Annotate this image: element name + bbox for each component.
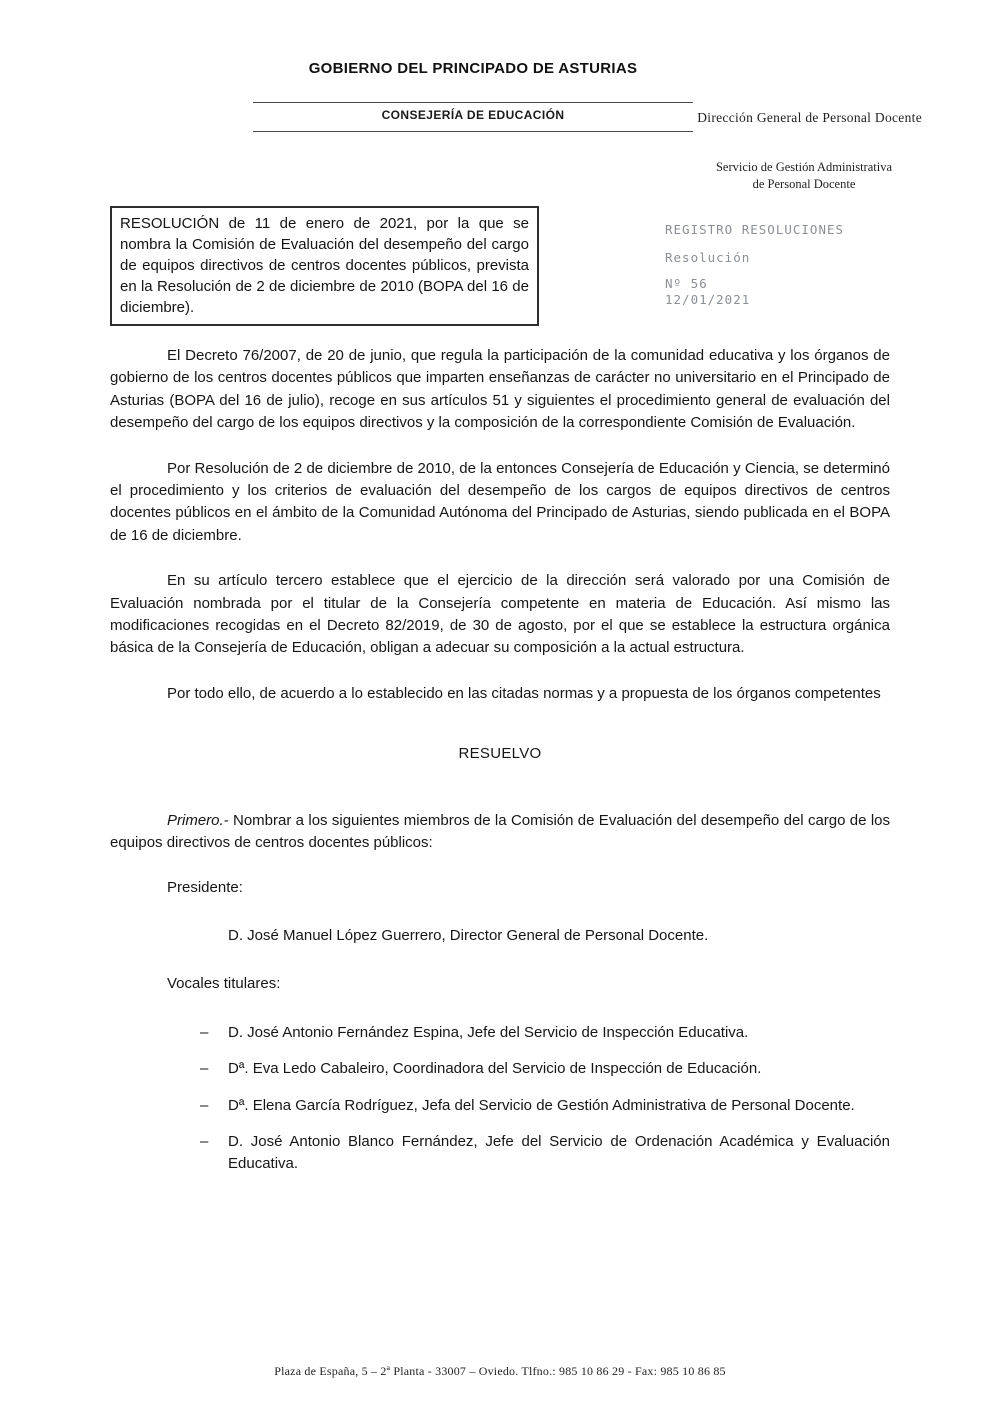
stamp-number: Nº 56	[665, 276, 708, 291]
stamp-doc-type: Resolución	[665, 250, 751, 265]
vocal-text: Dª. Elena García Rodríguez, Jefa del Servicio de Gestión Administrativa de Personal Docente.	[228, 1096, 855, 1114]
document-body	[110, 345, 890, 1190]
service-unit-line2: de Personal Docente	[752, 177, 856, 191]
service-unit-line1: Servicio de Gestión Administrativa	[715, 160, 892, 174]
stamp-registry-title: REGISTRO RESOLUCIONES	[665, 222, 845, 237]
body-paragraph-4: Por todo ello, de acuerdo a lo establecido en las citadas normas y a propuesta de los órganos competentes	[167, 684, 881, 702]
vocal-text: Dª. Eva Ledo Cabaleiro, Coordinadora del Servicio de Inspección de Educación.	[228, 1060, 762, 1078]
footer-address: Plaza de España, 5 – 2ª Planta - 33007 – Oviedo. Tlfno.: 985 10 86 29 - Fax: 985 10 86 85	[274, 1364, 726, 1378]
service-unit-title	[688, 159, 920, 193]
department-title: CONSEJERÍA DE EDUCACIÓN	[381, 108, 565, 122]
body-paragraph-3: En su artículo tercero establece que el ejercicio de la dirección será valorado por una Comisión de Evaluación nombrada por el titular de la Consejería competente en materia de Educación. Así mismo las modificaciones recogidas en el Decreto 82/2019, de 30 de agosto, por el que se establece la estructura orgánica básica de la Consejería de Educación, obligan a adecuar su composición a la actual estructura.	[110, 572, 890, 657]
presidente-entry: D. José Manuel López Guerrero, Director General de Personal Docente.	[228, 926, 709, 944]
primero-paragraph	[110, 810, 890, 855]
primero-text: Nombrar a los siguientes miembros de la Comisión de Evaluación del desempeño del cargo de los equipos directivos de centros docentes públicos:	[110, 811, 890, 852]
vocal-item	[110, 1022, 890, 1044]
vocal-item	[110, 1095, 890, 1117]
primero-label: Primero.-	[167, 811, 229, 829]
dash-marker: –	[200, 1132, 209, 1150]
dash-marker: –	[200, 1060, 209, 1078]
presidente-label: Presidente:	[167, 878, 243, 896]
vocal-text: D. José Antonio Blanco Fernández, Jefe del Servicio de Ordenación Académica y Evaluación Educativa.	[228, 1132, 890, 1173]
dash-marker: –	[200, 1096, 209, 1114]
body-paragraph-2: Por Resolución de 2 de diciembre de 2010, de la entonces Consejería de Educación y Ciencia, se determinó el procedimiento y los criterios de evaluación del desempeño de los cargos de equipos directivos de centros docentes públicos en el ámbito de la Comunidad Autónoma del Principado de Asturias, siendo publicada en el BOPA de 16 de diciembre.	[110, 459, 890, 544]
dash-marker: –	[200, 1023, 209, 1041]
body-paragraph-1: El Decreto 76/2007, de 20 de junio, que regula la participación de la comunidad educativa y los órganos de gobierno de los centros docentes públicos que imparten enseñanzas de carácter no universitario en el Principado de Asturias (BOPA del 16 de julio), recoge en sus artículos 51 y siguientes el procedimiento general de evaluación del desempeño del cargo de los equipos directivos y la composición de la correspondiente Comisión de Evaluación.	[110, 347, 890, 432]
stamp-date: 12/01/2021	[665, 292, 751, 307]
vocales-label: Vocales titulares:	[167, 975, 281, 993]
government-title: GOBIERNO DEL PRINCIPADO DE ASTURIAS	[308, 60, 638, 77]
vocal-item	[110, 1131, 890, 1176]
header-rule-bottom	[253, 131, 693, 132]
directorate-title: Dirección General de Personal Docente	[697, 110, 922, 125]
resolution-summary-box: RESOLUCIÓN de 11 de enero de 2021, por la que se nombra la Comisión de Evaluación del desempeño del cargo de equipos directivos de centros docentes públicos, prevista en la Resolución de 2 de diciembre de 2010 (BOPA del 16 de diciembre).	[110, 206, 539, 326]
registry-stamp	[665, 222, 945, 307]
resuelvo-heading: RESUELVO	[458, 745, 542, 763]
vocal-item	[110, 1058, 890, 1080]
header-rule-top	[253, 102, 693, 103]
vocal-text: D. José Antonio Fernández Espina, Jefe del Servicio de Inspección Educativa.	[228, 1023, 749, 1041]
